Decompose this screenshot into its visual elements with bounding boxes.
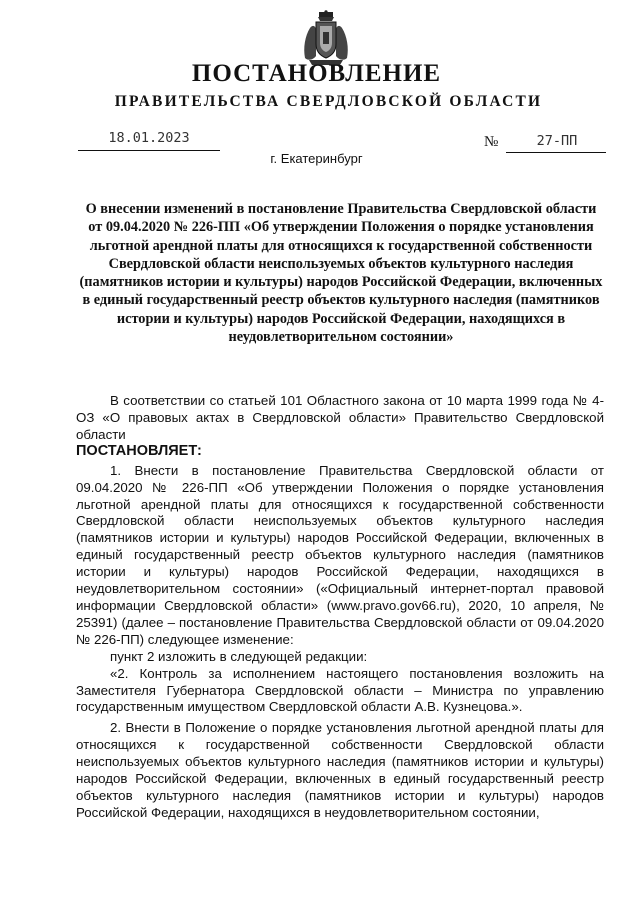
document-title: О внесении изменений в постановление Правительства Свердловской области от 09.04.2020 № 226-ПП «Об утверждении Положения о порядке установления льготной арендной платы для относящихся к государственной собственности Свердловской области неиспользуемых объектов культурного наследия (памятников истории и культуры) народов Российской Федерации, включенных в единый государственный реестр объектов культурного наследия (памятников истории и культуры) народов Российской Федерации, находящихся в неудовлетворительном состоянии» — [79, 201, 603, 346]
number-sign: № — [484, 134, 499, 150]
date-field — [78, 130, 220, 152]
paragraph-4: 2. Внести в Положение о порядке установления льготной арендной платы для относящихся к государственной собственности Свердловской области неиспользуемых объектов культурного наследия (памятников истории и культуры) народов Российской Федерации, включенных в единый государственный реестр объектов культурного наследия (памятников истории и культуры) народов Российской Федерации, находящихся в неудовлетворительном состоянии, — [76, 720, 604, 820]
decree-heading: ПОСТАНОВЛЯЕТ: — [76, 442, 202, 459]
paragraph-2: пункт 2 изложить в следующей редакции: — [110, 648, 368, 664]
preamble-paragraph: В соответствии со статьей 101 Областного закона от 10 марта 1999 года № 4-ОЗ «О правовых актах в Свердловской области» Правительство Свердловской области — [76, 393, 604, 442]
coat-of-arms-icon — [301, 10, 351, 66]
city: г. Екатеринбург — [270, 151, 363, 166]
document-date: 18.01.2023 — [108, 130, 190, 146]
paragraph-1: 1. Внести в постановление Правительства Свердловской области от 09.04.2020 № 226-ПП «Об утверждении Положения о порядке установления льготной арендной платы для относящихся к государственной собственности Свердловской области неиспользуемых объектов культурного наследия (памятников истории и культуры) народов Российской Федерации, включенных в единый государственный реестр объектов культурного наследия (памятников истории и культуры) народов Российской Федерации, находящихся в неудовлетворительном состоянии» («Официальный интернет-портал правовой информации Свердловской области» (www.pravo.gov66.ru), 2020, 10 апреля, № 25391) (далее – постановление Правительства Свердловской области от 09.04.2020 № 226-ПП) следующее изменение: — [76, 462, 604, 647]
document-body — [76, 393, 604, 822]
issuer-name: ПРАВИТЕЛЬСТВА СВЕРДЛОВСКОЙ ОБЛАСТИ — [114, 93, 543, 110]
document-type: ПОСТАНОВЛЕНИЕ — [191, 60, 442, 87]
document-number: 27-ПП — [536, 133, 578, 149]
paragraph-3: «2. Контроль за исполнением настоящего постановления возложить на Заместителя Губернатора Свердловской области – Министра по управлению государственным имуществом Свердловской области А.В. Кузнецова.». — [76, 665, 604, 715]
